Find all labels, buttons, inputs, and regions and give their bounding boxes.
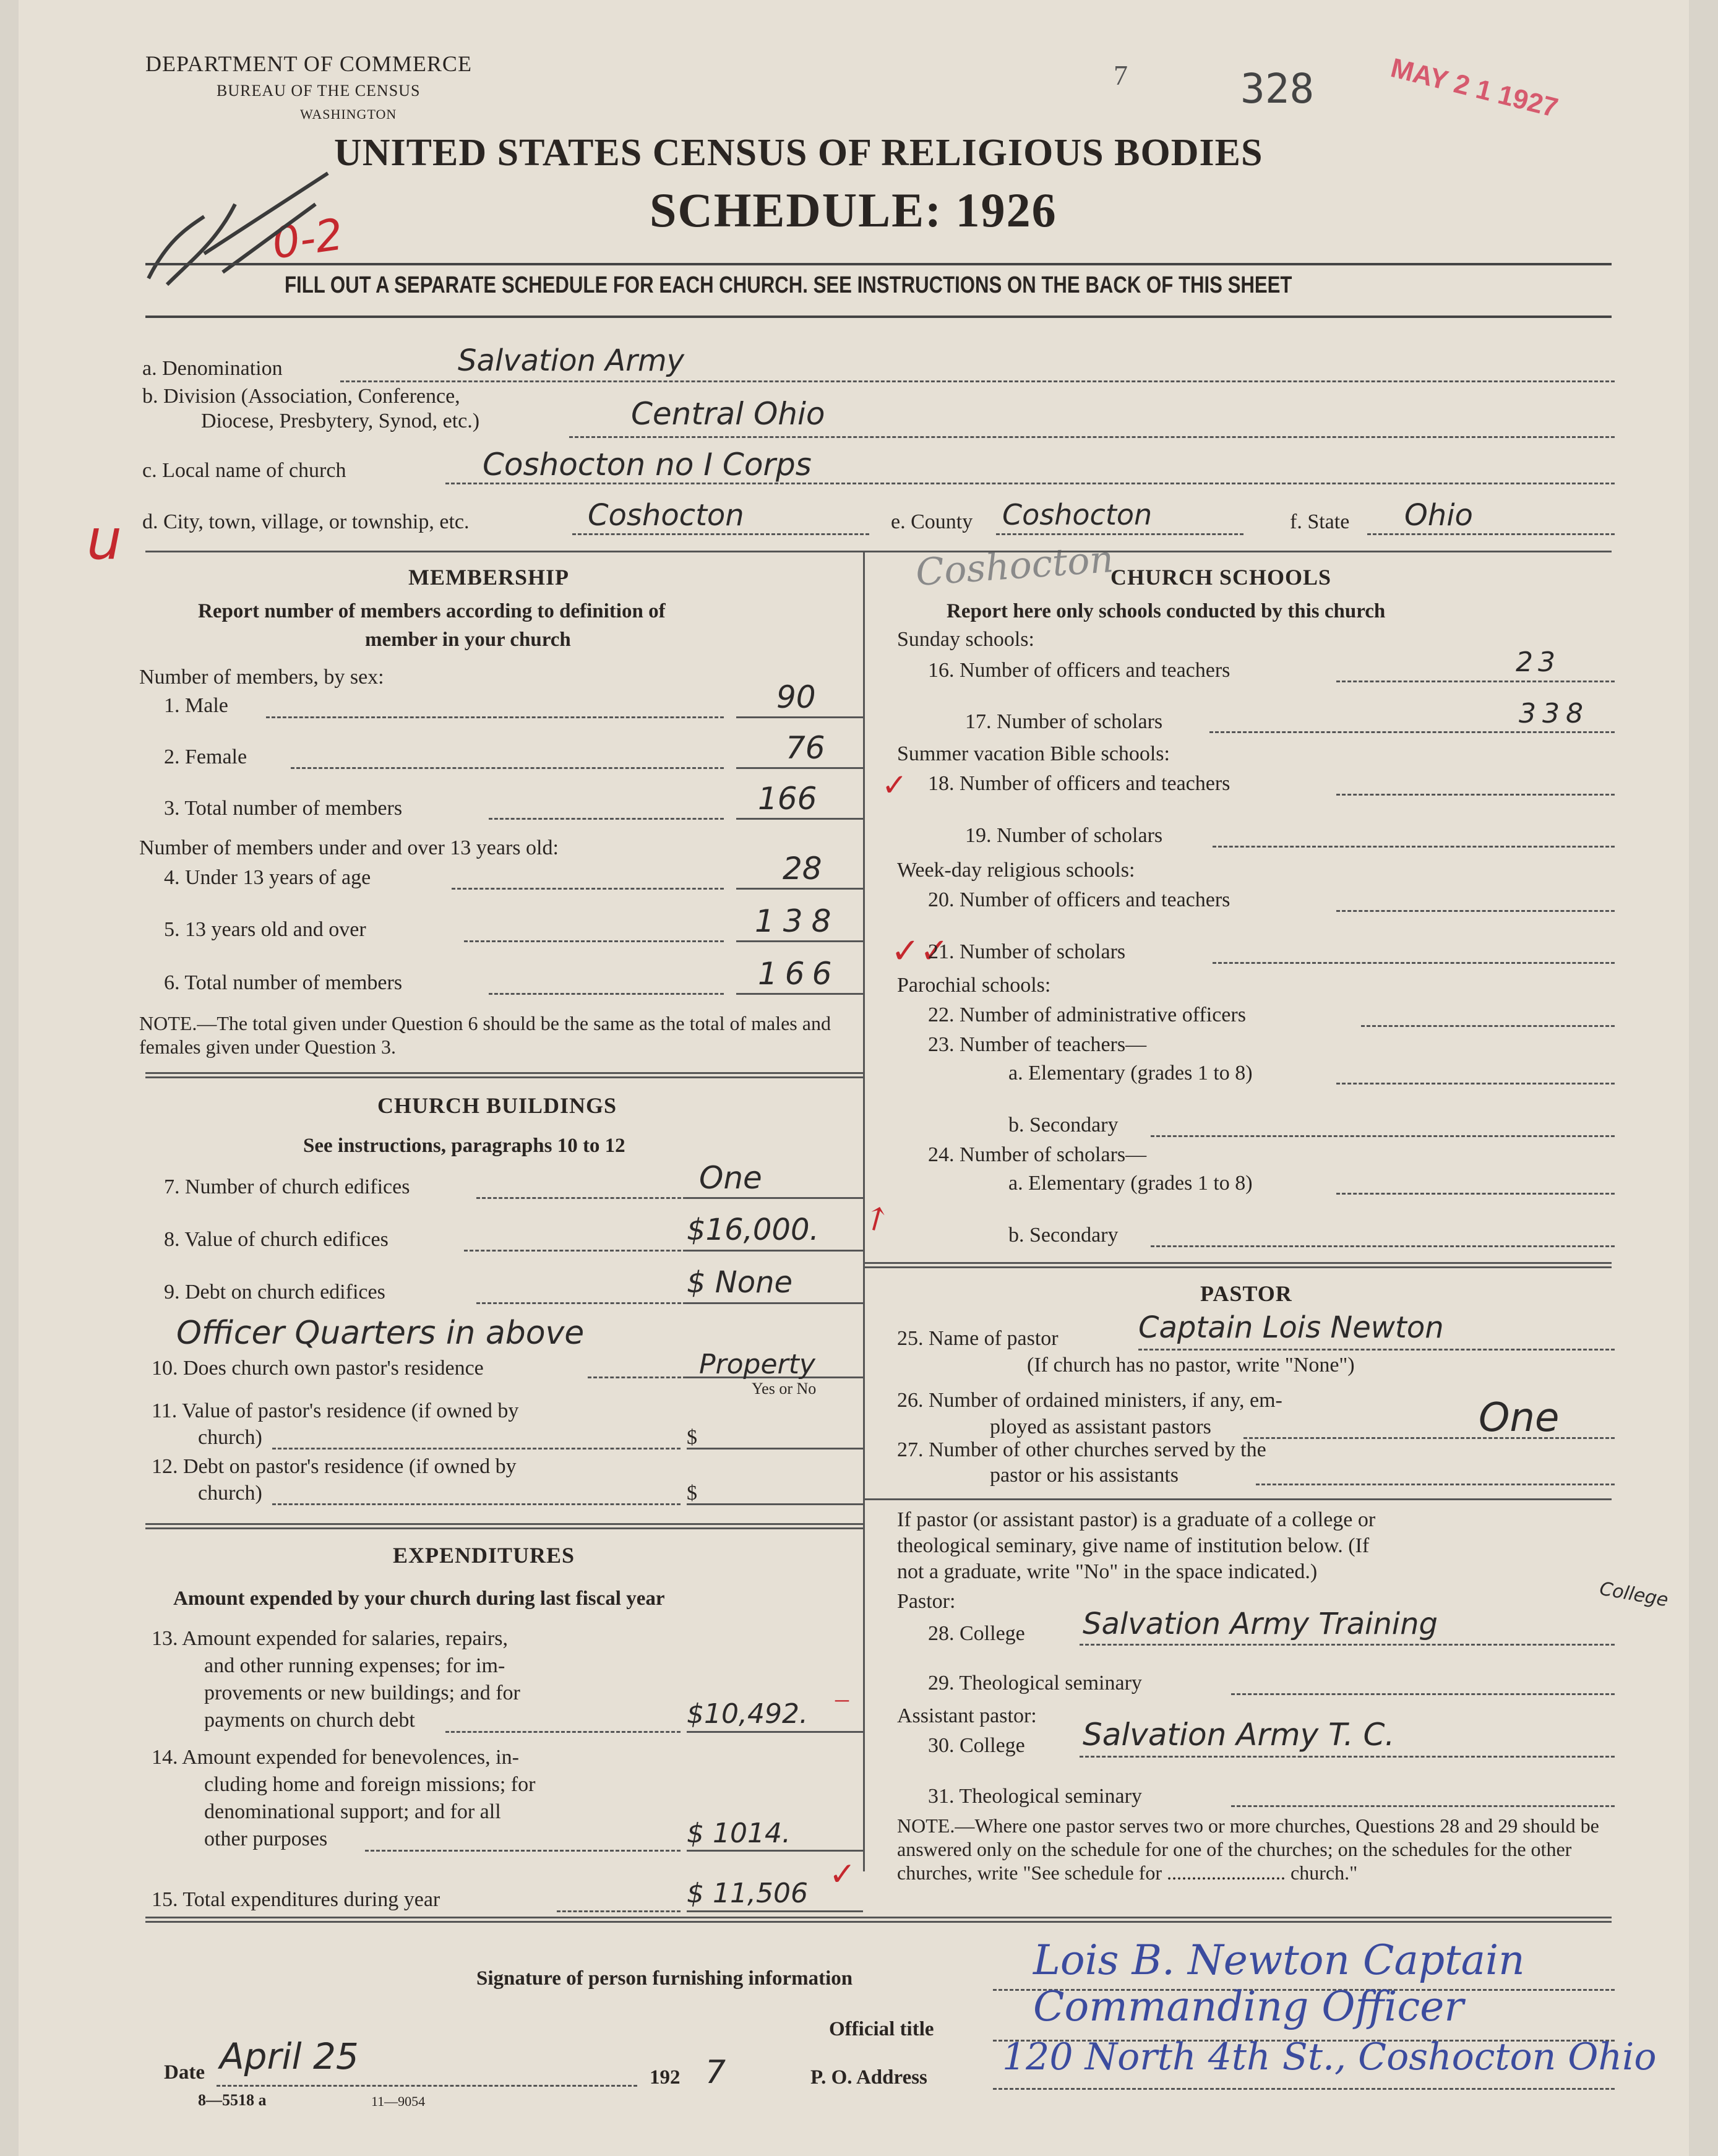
q2-line	[291, 767, 724, 769]
po-address-value: 120 North 4th St., Coshocton Ohio	[1002, 2035, 1657, 2079]
pastor-top-rule-2	[863, 1266, 1612, 1268]
q4-under13-value: 28	[783, 851, 822, 887]
print-code: 11—9054	[371, 2094, 426, 2109]
q2-answer-line	[736, 767, 863, 769]
schedule-title: SCHEDULE: 1926	[650, 183, 1057, 237]
q15-red-mark: ✓	[829, 1857, 856, 1892]
q9-line	[476, 1302, 687, 1304]
q19-label: 19. Number of scholars	[965, 824, 1163, 847]
expenditures-top-rule	[145, 1523, 863, 1525]
q3-answer-line	[736, 818, 863, 820]
q5-answer-line	[736, 940, 863, 942]
denomination-label: a. Denomination	[142, 357, 283, 380]
q1-answer-line	[736, 716, 863, 718]
q16-line	[1336, 681, 1615, 682]
q19-line	[1213, 846, 1615, 848]
q14-line	[365, 1850, 681, 1852]
q10-residence-value: Property	[699, 1349, 815, 1380]
q14-value: $ 1014.	[687, 1818, 791, 1849]
q8-line	[464, 1250, 687, 1252]
q25-line	[1138, 1349, 1615, 1351]
margin-red-note: 0-2	[268, 208, 346, 269]
q29-label: 29. Theological seminary	[928, 1672, 1142, 1694]
q13-value: $10,492.	[687, 1698, 808, 1730]
year-value: 7	[705, 2054, 726, 2091]
signature-value: Lois B. Newton Captain	[1033, 1936, 1525, 1984]
q13-answer-line	[687, 1731, 863, 1733]
q11-line	[272, 1448, 681, 1450]
q23-label: 23. Number of teachers—	[928, 1033, 1147, 1056]
q22-line	[1361, 1025, 1615, 1027]
q3-total-value: 166	[758, 781, 817, 817]
q23a-label: a. Elementary (grades 1 to 8)	[1008, 1062, 1253, 1084]
q29-line	[1231, 1693, 1615, 1695]
q7-edifices-value: One	[699, 1160, 762, 1196]
q9-answer-line	[687, 1302, 863, 1304]
official-title-value: Commanding Officer	[1033, 1983, 1464, 2030]
dept-name: DEPARTMENT OF COMMERCE	[145, 51, 472, 76]
q2-female-label: 2. Female	[164, 745, 247, 768]
q5-over13-label: 5. 13 years old and over	[164, 918, 366, 941]
q31-label: 31. Theological seminary	[928, 1785, 1142, 1808]
footer-top-rule	[145, 1917, 1612, 1918]
q10-handwritten-above: Officer Quarters in above	[176, 1315, 585, 1352]
q28-label: 28. College	[928, 1622, 1025, 1645]
q26-label-1: 26. Number of ordained ministers, if any, em-	[897, 1389, 1282, 1412]
date-line	[217, 2085, 637, 2087]
q25-label: 25. Name of pastor	[897, 1327, 1059, 1350]
county-line	[996, 533, 1243, 535]
q16-label: 16. Number of officers and teachers	[928, 659, 1231, 682]
q9-debt-value: $ None	[687, 1265, 793, 1300]
q12-answer-line	[687, 1503, 863, 1505]
check-mark: 7	[1114, 59, 1128, 91]
q25-instruction: (If church has no pastor, write "None")	[1027, 1354, 1355, 1376]
q8-value-value: $16,000.	[687, 1213, 819, 1247]
q30-line	[1080, 1756, 1615, 1758]
q27-line	[1256, 1484, 1615, 1485]
q28-value-extra: College	[1597, 1578, 1670, 1612]
q13-label-1: 13. Amount expended for salaries, repairs,	[152, 1627, 508, 1650]
q13-label-4: payments on church debt	[204, 1709, 415, 1732]
section-divider-top	[145, 551, 1612, 552]
bureau-name: BUREAU OF THE CENSUS	[217, 82, 421, 100]
summer-schools-label: Summer vacation Bible schools:	[897, 742, 1170, 765]
graduate-instr-3: not a graduate, write "No" in the space indicated.)	[897, 1560, 1318, 1583]
q14-label-4: other purposes	[204, 1827, 328, 1850]
state-label: f. State	[1290, 510, 1350, 533]
q6-line	[489, 993, 724, 995]
q5-over13-value: 138	[755, 903, 840, 939]
q30-value: Salvation Army T. C.	[1083, 1717, 1395, 1753]
q17-line	[1209, 731, 1615, 733]
date-label: Date	[164, 2061, 205, 2084]
q8-red-mark: ↗	[856, 1196, 898, 1242]
membership-sub-2: member in your church	[365, 629, 571, 651]
q23a-line	[1336, 1083, 1615, 1084]
buildings-sub: See instructions, paragraphs 10 to 12	[303, 1135, 625, 1157]
q21-line	[1213, 962, 1615, 964]
county-pencil-note: Coshocton	[914, 537, 1115, 595]
weekday-schools-label: Week-day religious schools:	[897, 859, 1135, 882]
q3-total-label: 3. Total number of members	[164, 797, 403, 820]
q1-male-value: 90	[776, 679, 816, 715]
q7-edifices-label: 7. Number of church edifices	[164, 1175, 410, 1198]
pastor-top-rule	[863, 1262, 1612, 1264]
division-value: Central Ohio	[631, 396, 825, 432]
q15-line	[557, 1910, 681, 1912]
q14-answer-line	[687, 1850, 863, 1852]
q13-red-mark: –	[835, 1683, 849, 1714]
instructions-banner: FILL OUT A SEPARATE SCHEDULE FOR EACH CHURCH. SEE INSTRUCTIONS ON THE BACK OF THIS SHEET	[285, 272, 1292, 298]
margin-red-mark: u	[87, 507, 122, 572]
q1-line	[266, 716, 724, 718]
q21-label: 21. Number of scholars	[928, 940, 1126, 963]
q16-value: 23	[1516, 646, 1560, 678]
q14-label-2: cluding home and foreign missions; for	[204, 1773, 536, 1796]
q27-label-2: pastor or his assistants	[990, 1464, 1179, 1487]
schools-sub: Report here only schools conducted by this church	[947, 600, 1386, 622]
expenditures-heading: EXPENDITURES	[393, 1543, 575, 1568]
q3-check: ✓	[882, 768, 908, 802]
pastor-note: NOTE.—Where one pastor serves two or more churches, Questions 28 and 29 should be answered only on the schedule for one of the churches; on the schedules for the other churches, write "See schedule for ........................ church."	[897, 1815, 1599, 1884]
buildings-top-rule	[145, 1072, 863, 1074]
graduate-instr-1: If pastor (or assistant pastor) is a graduate of a college or	[897, 1508, 1376, 1531]
city-name: WASHINGTON	[300, 106, 397, 122]
q13-line	[445, 1731, 681, 1733]
q6-total-value: 166	[758, 956, 840, 992]
q9-debt-label: 9. Debt on church edifices	[164, 1281, 385, 1303]
q6-check: ✓✓	[891, 932, 949, 971]
form-code: 8—5518 a	[198, 2091, 267, 2109]
q8-answer-line	[687, 1250, 863, 1252]
division-label-2: Diocese, Presbytery, Synod, etc.)	[201, 410, 480, 432]
members-by-sex-label: Number of members, by sex:	[139, 666, 384, 689]
local-name-line	[445, 483, 1615, 484]
q5-line	[464, 940, 724, 942]
q13-label-2: and other running expenses; for im-	[204, 1654, 505, 1677]
expenditures-top-rule-2	[145, 1527, 863, 1529]
local-name-value: Coshocton no I Corps	[483, 447, 812, 483]
age-heading: Number of members under and over 13 years old:	[139, 836, 559, 859]
form-number: 328	[1240, 65, 1315, 113]
q17-label: 17. Number of scholars	[965, 710, 1163, 733]
q14-label-1: 14. Amount expended for benevolences, in-	[152, 1746, 519, 1769]
date-value: April 25	[220, 2035, 359, 2077]
buildings-top-rule-2	[145, 1076, 863, 1078]
q22-label: 22. Number of administrative officers	[928, 1003, 1246, 1026]
pastor-heading: PASTOR	[1200, 1281, 1292, 1306]
parochial-schools-label: Parochial schools:	[897, 974, 1051, 997]
q26-label-2: ployed as assistant pastors	[990, 1415, 1211, 1438]
official-title-label: Official title	[829, 2018, 934, 2040]
po-address-line	[993, 2088, 1615, 2090]
q12-line	[272, 1503, 681, 1505]
q14-label-3: denominational support; and for all	[204, 1800, 501, 1823]
q20-label: 20. Number of officers and teachers	[928, 888, 1231, 911]
membership-sub-1: Report number of members according to definition of	[198, 600, 666, 622]
expenditures-sub: Amount expended by your church during last fiscal year	[173, 1587, 665, 1610]
graduate-top-rule	[863, 1498, 1612, 1500]
q24-label: 24. Number of scholars—	[928, 1143, 1147, 1166]
q11-answer-line	[687, 1448, 863, 1450]
banner-top-rule	[145, 263, 1612, 265]
q24b-label: b. Secondary	[1008, 1224, 1119, 1247]
q17-value: 338	[1519, 698, 1589, 729]
buildings-heading: CHURCH BUILDINGS	[377, 1093, 617, 1118]
q24b-line	[1151, 1245, 1615, 1247]
division-line	[569, 436, 1615, 438]
q6-answer-line	[736, 993, 863, 995]
local-name-label: c. Local name of church	[142, 459, 346, 482]
q11-label-1: 11. Value of pastor's residence (if owned by	[152, 1399, 519, 1422]
q12-label-2: church)	[198, 1482, 262, 1505]
assistant-pastor-label: Assistant pastor:	[897, 1704, 1037, 1727]
q11-label-2: church)	[198, 1426, 262, 1449]
q1-male-label: 1. Male	[164, 694, 228, 717]
yes-no-hint: Yes or No	[752, 1380, 817, 1398]
footer-top-rule-2	[145, 1921, 1612, 1923]
census-schedule-sheet	[19, 0, 1689, 2156]
q26-value: One	[1479, 1395, 1560, 1441]
q10-line	[588, 1376, 687, 1378]
division-label-1: b. Division (Association, Conference,	[142, 385, 460, 408]
q7-line	[476, 1197, 687, 1199]
q3-line	[489, 818, 724, 820]
q8-value-label: 8. Value of church edifices	[164, 1228, 389, 1251]
q18-label: 18. Number of officers and teachers	[928, 772, 1231, 795]
city-line	[572, 533, 869, 535]
q24a-label: a. Elementary (grades 1 to 8)	[1008, 1172, 1253, 1195]
denomination-line	[340, 380, 1615, 382]
schools-heading: CHURCH SCHOOLS	[1110, 565, 1332, 590]
q7-answer-line	[687, 1197, 863, 1199]
state-line	[1367, 533, 1615, 535]
q4-under13-label: 4. Under 13 years of age	[164, 866, 371, 889]
q2-female-value: 76	[786, 730, 825, 766]
q11-dollar: $	[687, 1426, 697, 1449]
city-value: Coshocton	[588, 498, 744, 533]
q30-label: 30. College	[928, 1734, 1025, 1757]
sunday-schools-label: Sunday schools:	[897, 628, 1034, 651]
q15-answer-line	[687, 1910, 863, 1912]
county-label: e. County	[891, 510, 973, 533]
denomination-value: Salvation Army	[458, 343, 684, 378]
q10-residence-label: 10. Does church own pastor's residence	[152, 1357, 484, 1380]
membership-heading: MEMBERSHIP	[408, 565, 570, 590]
membership-note: NOTE.—The total given under Question 6 should be the same as the total of males and females given under Question 3.	[139, 1012, 831, 1058]
pastor-sub-label: Pastor:	[897, 1590, 956, 1613]
q6-total-label: 6. Total number of members	[164, 971, 403, 994]
q31-line	[1231, 1805, 1615, 1807]
po-address-label: P. O. Address	[810, 2066, 927, 2089]
county-value: Coshocton	[1002, 498, 1153, 531]
q23b-line	[1151, 1135, 1615, 1137]
state-value: Ohio	[1404, 498, 1473, 533]
q15-label: 15. Total expenditures during year	[152, 1888, 440, 1911]
q25-value: Captain Lois Newton	[1138, 1310, 1444, 1345]
q20-line	[1336, 910, 1615, 912]
q28-line	[1080, 1644, 1615, 1646]
q18-line	[1336, 794, 1615, 796]
banner-bottom-rule	[145, 316, 1612, 318]
q4-answer-line	[736, 888, 863, 890]
q12-label-1: 12. Debt on pastor's residence (if owned by	[152, 1455, 517, 1478]
q4-line	[452, 888, 724, 890]
q13-label-3: provements or new buildings; and for	[204, 1681, 520, 1704]
q12-dollar: $	[687, 1482, 697, 1505]
q23b-label: b. Secondary	[1008, 1114, 1119, 1136]
q24a-line	[1336, 1193, 1615, 1195]
city-label: d. City, town, village, or township, etc.	[142, 510, 470, 533]
received-date-stamp: MAY 2 1 1927	[1388, 53, 1561, 124]
q15-value: $ 11,506	[687, 1878, 808, 1909]
q28-value: Salvation Army Training	[1083, 1607, 1438, 1641]
year-prefix: 192	[650, 2066, 681, 2089]
form-title: UNITED STATES CENSUS OF RELIGIOUS BODIES	[334, 132, 1263, 174]
signature-label: Signature of person furnishing information	[476, 1967, 853, 1990]
graduate-instr-2: theological seminary, give name of institution below. (If	[897, 1534, 1370, 1557]
q27-label-1: 27. Number of other churches served by the	[897, 1438, 1266, 1461]
